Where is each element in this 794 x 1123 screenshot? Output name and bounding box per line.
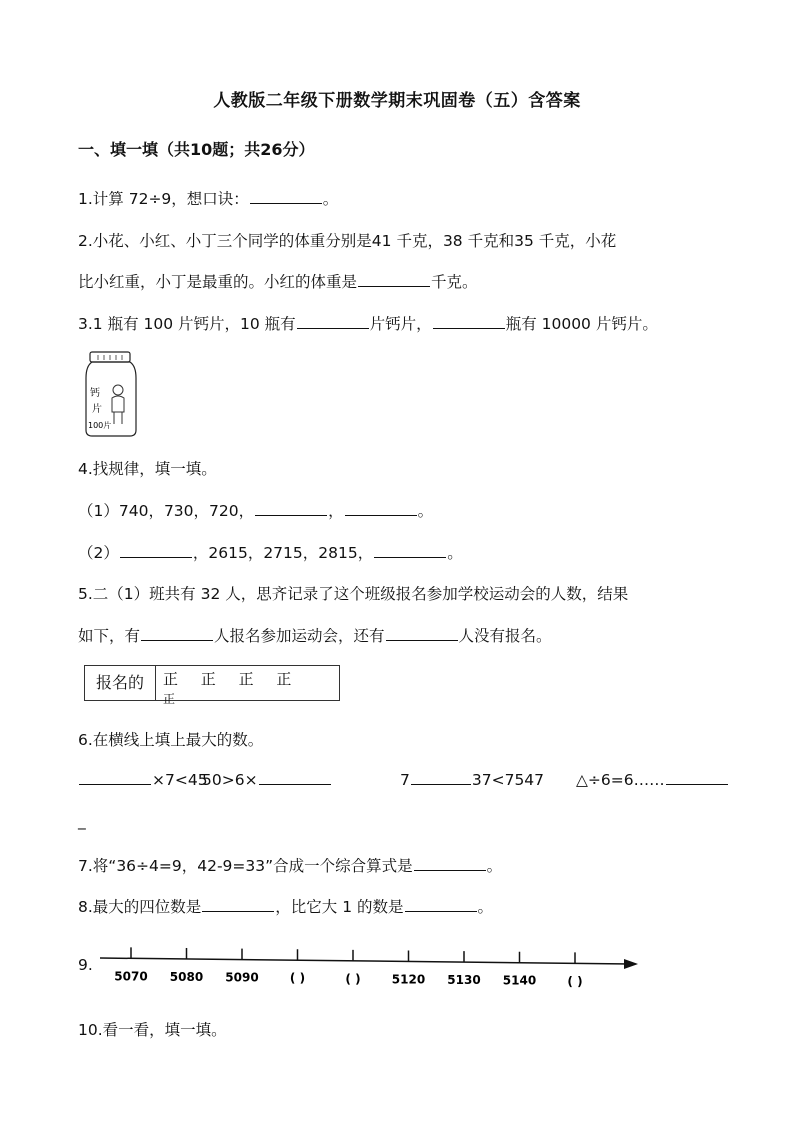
q5-text-b: 人报名参加运动会，还有 (214, 627, 385, 645)
question-7 (78, 854, 502, 876)
question-6: 6.在横线上填上最大的数。 (78, 731, 264, 749)
number-line-ticks (114, 947, 582, 988)
bottle-label-3: 100片 (88, 421, 112, 430)
q2-end: 千克。 (431, 273, 478, 291)
question-3 (78, 312, 658, 334)
q3-text-b: 片钙片， (369, 315, 432, 333)
question-10: 10.看一看，填一填。 (78, 1021, 227, 1039)
q6-item-3-text-b: 37<7547 (471, 771, 545, 789)
question-6-items (78, 770, 718, 790)
q6-item-1-text: ×7<45 (152, 771, 208, 789)
q5-text-c: 人没有报名。 (458, 627, 552, 645)
q7-blank[interactable] (414, 856, 486, 871)
number-line-label: 5140 (502, 973, 537, 988)
number-line-label: 5070 (114, 969, 148, 984)
q6-tail: _ (78, 812, 86, 830)
q4-p2-blank-1[interactable] (120, 543, 192, 558)
q1-blank[interactable] (250, 189, 322, 204)
q6-item-2 (202, 770, 332, 789)
number-line-label[interactable]: ( ) (567, 974, 583, 989)
number-line-label[interactable]: ( ) (345, 971, 361, 986)
q8-text-a: 8.最大的四位数是 (78, 898, 202, 916)
q6-blank-3[interactable] (411, 770, 471, 785)
question-4: 4.找规律，填一填。 (78, 460, 217, 478)
q5-blank-1[interactable] (141, 626, 213, 641)
q5-blank-2[interactable] (386, 626, 458, 641)
q6-blank-2[interactable] (259, 770, 331, 785)
q2-text: 比小红重，小丁是最重的。小红的体重是 (78, 273, 358, 291)
q6-item-4-text: △÷6=6…… (576, 771, 665, 789)
q3-text-a: 3.1 瓶有 100 片钙片，10 瓶有 (78, 315, 296, 333)
q6-item-4 (576, 770, 729, 789)
number-line-label[interactable]: ( ) (289, 971, 306, 986)
q3-text-c: 瓶有 10000 片钙片。 (505, 315, 658, 333)
tally-label: 报名的 (85, 666, 156, 700)
question-1 (78, 187, 338, 209)
q3-blank-2[interactable] (433, 314, 505, 329)
q7-text: 7.将“36÷4=9，42-9=33”合成一个综合算式是 (78, 857, 413, 875)
calcium-bottle-image (82, 350, 140, 438)
tally-mark: 正 (200, 670, 218, 688)
page-title: 人教版二年级下册数学期末巩固卷（五）含答案 (213, 91, 581, 111)
question-8 (78, 895, 493, 917)
q3-blank-1[interactable] (297, 314, 369, 329)
question-5-line1: 5.二（1）班共有 32 人，思齐记录了这个班级报名参加学校运动会的人数，结果 (78, 585, 629, 603)
q7-end: 。 (486, 857, 503, 875)
q5-text-a: 如下，有 (78, 627, 141, 645)
tally-table (84, 665, 340, 706)
arrow-icon (624, 959, 638, 969)
number-line (76, 936, 646, 996)
q8-blank-1[interactable] (202, 897, 274, 912)
q4-p2-end: 。 (447, 544, 463, 562)
question-5-line2 (78, 624, 552, 646)
bottle-label-2: 片 (92, 404, 102, 415)
q4-p1-comma: ， (328, 502, 344, 520)
q1-end: 。 (322, 190, 339, 208)
q4-p2-text: ，2615，2715，2815， (192, 544, 374, 562)
tally-mark: 正 (163, 670, 181, 688)
number-line-label: 5130 (447, 973, 481, 988)
question-2-line1: 2.小花、小红、小丁三个同学的体重分别是41 千克，38 千克和35 千克，小花 (78, 232, 617, 250)
q2-blank[interactable] (358, 272, 430, 287)
section-heading: 一、填一填（共10题；共26分） (78, 140, 315, 159)
q8-text-c: 。 (477, 898, 494, 916)
number-line-label: 5120 (391, 972, 426, 987)
q8-text-b: ，比它大 1 的数是 (275, 898, 404, 916)
q6-item-2-text: 50>6× (202, 771, 258, 789)
question-2-line2 (78, 270, 478, 292)
bottle-label-1: 钙 (90, 388, 100, 399)
tally-mark: 正 (163, 692, 178, 706)
tally-mark: 正 (238, 670, 256, 688)
q8-blank-2[interactable] (405, 897, 477, 912)
tally-marks (163, 668, 339, 707)
q4-p2-prefix: （2） (78, 544, 119, 562)
question-9-label: 9. (78, 956, 93, 974)
tally-mark: 正 (276, 670, 294, 688)
number-line-label: 5090 (225, 970, 259, 985)
q4-p1-text: （1）740，730，720， (78, 502, 255, 520)
q6-blank-1[interactable] (79, 770, 151, 785)
q4-p2-blank-2[interactable] (374, 543, 446, 558)
number-line-axis (100, 958, 631, 964)
question-4-part1 (78, 499, 433, 521)
q6-blank-4[interactable] (666, 770, 728, 785)
q1-text: 1.计算 72÷9，想口诀： (78, 190, 249, 208)
q4-p1-blank-2[interactable] (345, 501, 417, 516)
q4-p1-blank-1[interactable] (255, 501, 327, 516)
q4-p1-end: 。 (417, 502, 434, 520)
question-4-part2 (78, 541, 463, 563)
number-line-label: 5080 (169, 969, 204, 984)
q6-item-3-text-a: 7 (400, 771, 410, 789)
q6-item-1 (78, 770, 208, 789)
q6-item-3 (400, 770, 544, 789)
